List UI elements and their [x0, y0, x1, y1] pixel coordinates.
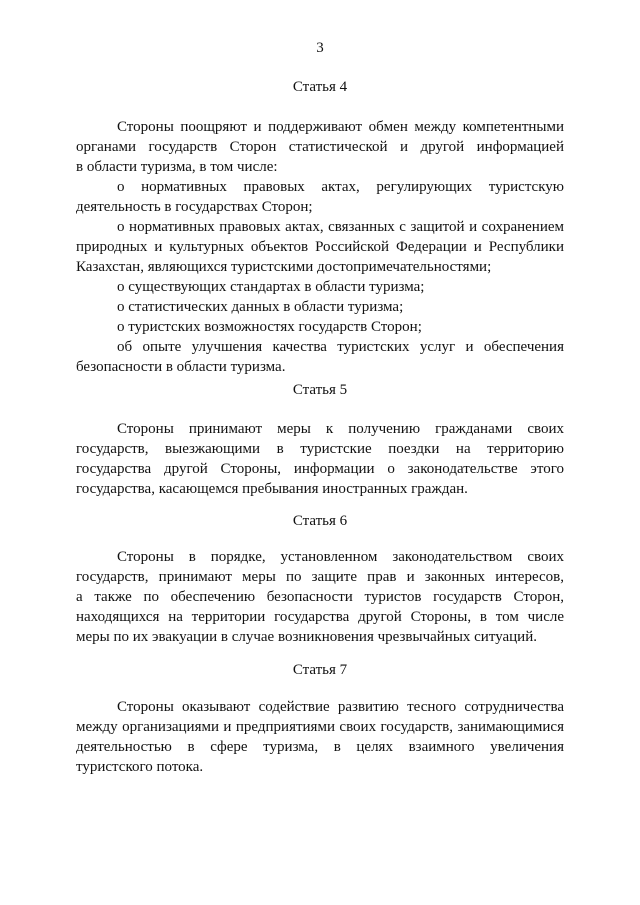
article-7-line: Стороны оказывают содействие развитию тесного сотрудничества: [117, 699, 564, 715]
article-4-line: безопасности в области туризма.: [76, 359, 286, 375]
page-number: 3: [316, 40, 324, 56]
article-5-line: государства другой Стороны, информации о законодательстве этого: [76, 461, 564, 477]
article-6-line: а также по обеспечению безопасности туристов государств Сторон,: [76, 589, 564, 605]
article-7-heading: Статья 7: [292, 662, 348, 678]
article-4-line: природных и культурных объектов Российской Федерации и Республики: [76, 239, 564, 255]
article-6-line: находящихся на территории государства другой Стороны, в том числе: [76, 609, 564, 625]
article-7-line: туристского потока.: [76, 759, 204, 775]
article-6-line: государств, принимают меры по защите прав и законных интересов,: [76, 569, 564, 585]
article-4-line: деятельность в государствах Сторон;: [76, 199, 313, 215]
article-4-line: органами государств Сторон статистической и другой информацией: [76, 139, 564, 155]
article-4-line: Стороны поощряют и поддерживают обмен между компетентными: [117, 119, 564, 135]
article-7-line: между организациями и предприятиями своих государств, занимающимися: [76, 719, 564, 735]
article-7-line: деятельностью в сфере туризма, в целях взаимного увеличения: [76, 739, 564, 755]
article-4-line: о нормативных правовых актах, регулирующих туристскую: [117, 179, 564, 195]
article-6-line: Стороны в порядке, установленном законодательством своих: [117, 549, 564, 565]
article-5-heading: Статья 5: [292, 382, 348, 398]
article-4-line: о нормативных правовых актах, связанных с защитой и сохранением: [117, 219, 564, 235]
article-4-line: о статистических данных в области туризма;: [117, 299, 404, 315]
article-4-line: об опыте улучшения качества туристских услуг и обеспечения: [117, 339, 564, 355]
article-4-line: Казахстан, являющихся туристскими достопримечательностями;: [76, 259, 492, 275]
article-4-heading: Статья 4: [292, 79, 348, 95]
article-4-line: о существующих стандартах в области туризма;: [117, 279, 425, 295]
article-6-heading: Статья 6: [292, 513, 348, 529]
article-4-line: о туристских возможностях государств Сторон;: [117, 319, 422, 335]
article-5-line: Стороны принимают меры к получению гражданами своих: [117, 421, 564, 437]
article-4-line: в области туризма, в том числе:: [76, 159, 278, 175]
article-6-line: меры по их эвакуации в случае возникновения чрезвычайных ситуаций.: [76, 629, 537, 645]
article-5-line: государств, выезжающими в туристские поездки на территорию: [76, 441, 564, 457]
article-5-line: государства, касающемся пребывания иностранных граждан.: [76, 481, 468, 497]
